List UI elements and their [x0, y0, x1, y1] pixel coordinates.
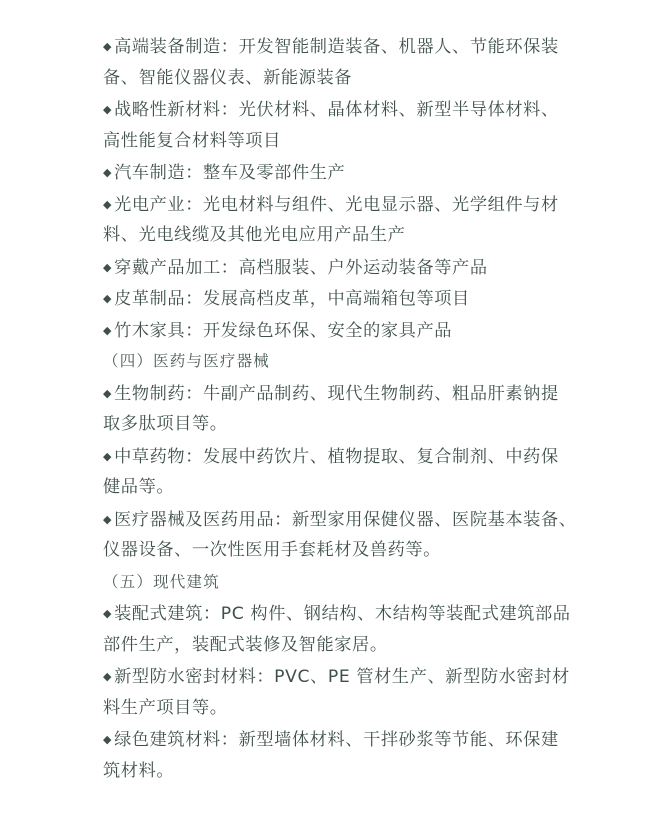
line-text: 新型防水密封材料：PVC、PE 管材生产、新型防水密封材 — [114, 667, 570, 687]
line-text: （五）现代建筑 — [103, 572, 220, 591]
list-item — [103, 661, 583, 693]
document-page — [103, 31, 583, 787]
list-item-continuation — [103, 535, 583, 567]
list-item — [103, 598, 583, 630]
list-item-continuation — [103, 409, 583, 441]
list-item-continuation — [103, 693, 583, 725]
list-item — [103, 724, 583, 756]
line-text: 装配式建筑：PC 构件、钢结构、木结构等装配式建筑部品 — [114, 604, 571, 624]
line-text: 料、光电线缆及其他光电应用产品生产 — [103, 225, 406, 245]
diamond-bullet-icon: ◆ — [103, 292, 113, 305]
line-text: 中草药物：发展中药饮片、植物提取、复合制剂、中药保 — [114, 446, 559, 467]
line-text: 战略性新材料：光伏材料、晶体材料、新型半导体材料、 — [114, 100, 559, 120]
list-item — [103, 31, 583, 63]
list-item-continuation — [103, 220, 583, 252]
list-item — [103, 504, 583, 536]
line-text: 汽车制造：整车及零部件生产 — [114, 163, 346, 183]
diamond-bullet-icon: ◆ — [103, 40, 113, 53]
diamond-bullet-icon: ◆ — [103, 607, 113, 620]
section-heading — [103, 346, 583, 378]
diamond-bullet-icon: ◆ — [103, 512, 113, 526]
list-item — [103, 157, 583, 189]
line-text: 高性能复合材料等项目 — [103, 130, 281, 151]
diamond-bullet-icon: ◆ — [103, 386, 113, 400]
section-heading — [103, 567, 583, 599]
line-text: 备、智能仪器仪表、新能源装备 — [103, 67, 353, 88]
list-item — [103, 189, 583, 221]
line-text: 仪器设备、一次性医用手套耗材及兽药等。 — [103, 540, 441, 560]
diamond-bullet-icon: ◆ — [103, 197, 113, 211]
line-text: 高端装备制造：开发智能制造装备、机器人、节能环保装 — [114, 37, 559, 57]
list-item — [103, 283, 583, 315]
diamond-bullet-icon: ◆ — [103, 670, 113, 683]
line-text: 医疗器械及医药用品：新型家用保健仪器、医院基本装备、 — [114, 509, 577, 530]
list-item — [103, 378, 583, 410]
line-text: 部件生产，装配式装修及智能家居。 — [103, 634, 388, 655]
diamond-bullet-icon: ◆ — [103, 260, 113, 274]
list-item — [103, 315, 583, 347]
list-item-continuation — [103, 630, 583, 662]
line-text: 生物制药：牛副产品制药、现代生物制药、粗品肝素钠提 — [114, 383, 559, 404]
line-text: （四）医药与医疗器械 — [103, 352, 271, 370]
list-item — [103, 94, 583, 126]
diamond-bullet-icon: ◆ — [103, 166, 113, 179]
line-text: 穿戴产品加工：高档服装、户外运动装备等产品 — [114, 257, 488, 278]
list-item-continuation — [103, 756, 583, 788]
list-item-continuation — [103, 472, 583, 504]
line-text: 料生产项目等。 — [103, 697, 228, 718]
list-item-continuation — [103, 63, 583, 95]
line-text: 皮革制品：发展高档皮革，中高端箱包等项目 — [114, 289, 470, 309]
line-text: 取多肽项目等。 — [103, 414, 228, 434]
line-text: 健品等。 — [103, 477, 175, 497]
line-text: 光电产业：光电材料与组件、光电显示器、光学组件与材 — [114, 194, 559, 215]
list-item — [103, 441, 583, 473]
list-item-continuation — [103, 126, 583, 158]
diamond-bullet-icon: ◆ — [103, 103, 113, 116]
diamond-bullet-icon: ◆ — [103, 323, 113, 337]
line-text: 绿色建筑材料：新型墙体材料、干拌砂浆等节能、环保建 — [114, 730, 559, 750]
diamond-bullet-icon: ◆ — [103, 733, 113, 746]
line-text: 竹木家具：开发绿色环保、安全的家具产品 — [114, 320, 453, 341]
diamond-bullet-icon: ◆ — [103, 449, 113, 463]
line-text: 筑材料。 — [103, 760, 175, 781]
list-item — [103, 252, 583, 284]
